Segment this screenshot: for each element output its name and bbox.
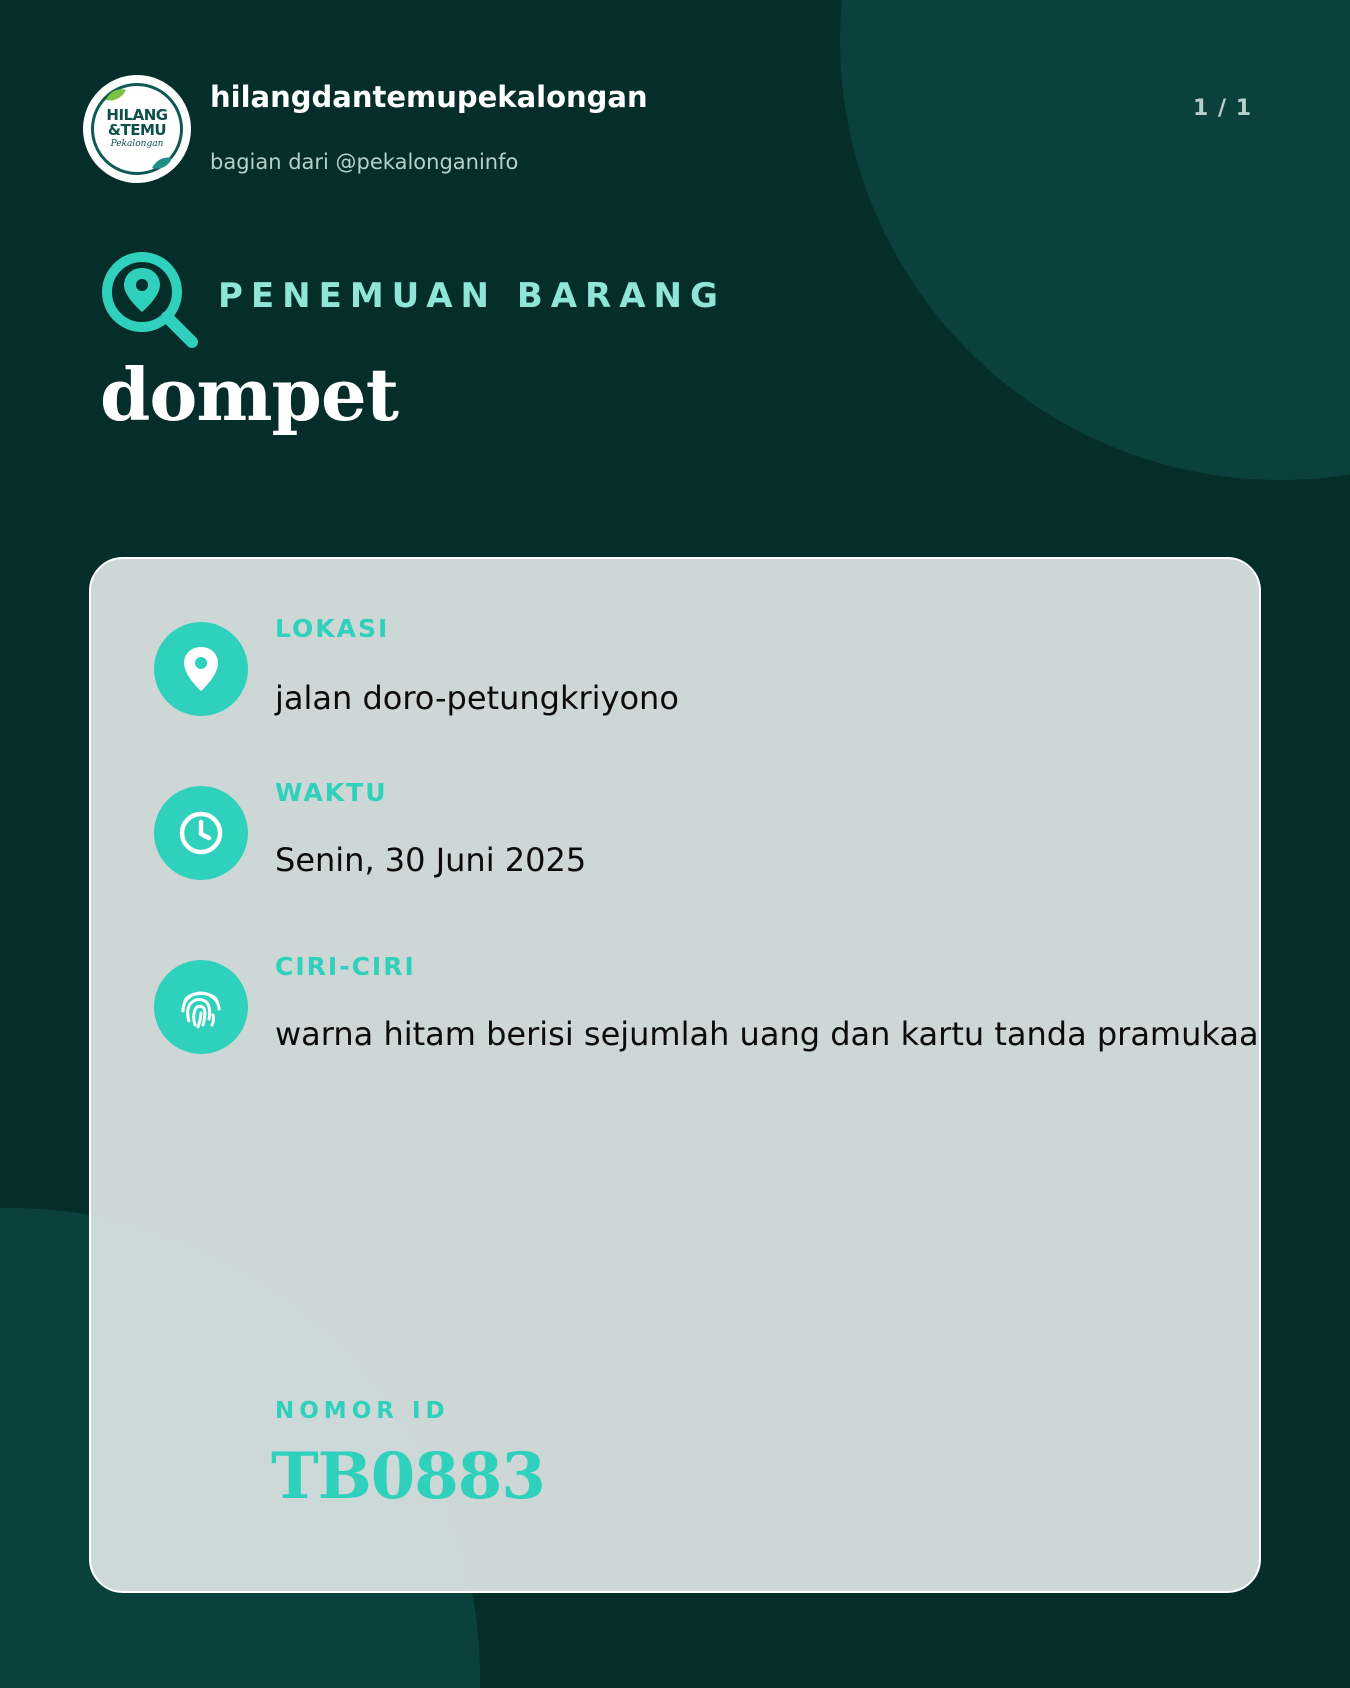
details-card	[89, 557, 1261, 1593]
background-circle-top	[840, 0, 1350, 480]
page-indicator: 1 / 1	[1193, 96, 1252, 121]
account-subtitle: bagian dari @pekalonganinfo	[210, 150, 519, 174]
location-pin-icon	[154, 622, 248, 716]
category-label: PENEMUAN BARANG	[218, 276, 726, 316]
clock-icon	[154, 786, 248, 880]
logo-text-line2: &TEMU	[107, 121, 167, 139]
features-value: warna hitam berisi sejumlah uang dan kartu tanda pramukaa	[275, 1015, 1259, 1053]
location-label: LOKASI	[275, 614, 390, 643]
leaf-icon	[104, 88, 128, 102]
id-label: NOMOR ID	[275, 1398, 450, 1424]
leaf-icon	[150, 156, 174, 170]
time-value: Senin, 30 Juni 2025	[275, 841, 587, 879]
features-label: CIRI-CIRI	[275, 952, 416, 981]
account-logo[interactable]	[83, 75, 191, 183]
logo-badge	[91, 83, 183, 175]
id-value: TB0883	[271, 1439, 545, 1514]
item-title: dompet	[100, 352, 398, 437]
fingerprint-icon	[154, 960, 248, 1054]
logo-text-line3: Pekalongan	[110, 139, 164, 149]
account-name[interactable]: hilangdantemupekalongan	[210, 80, 648, 114]
search-location-icon	[100, 250, 200, 350]
logo-text-line1: HILANG	[106, 106, 168, 124]
location-value: jalan doro-petungkriyono	[275, 679, 679, 717]
time-label: WAKTU	[275, 778, 388, 807]
